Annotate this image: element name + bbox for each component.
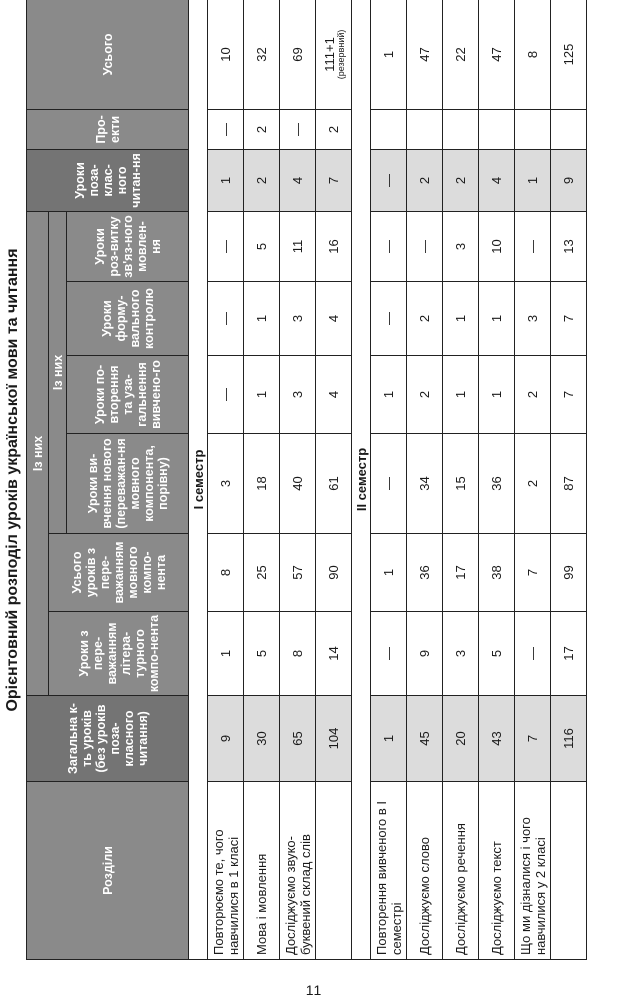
cell-projects	[371, 109, 407, 149]
cell-extra: 9	[551, 149, 587, 211]
row-section: Досліджуємо звуко-буквений склад слів	[280, 782, 316, 960]
cell-sum-value: 111+1	[321, 37, 337, 72]
cell-speech: 10	[479, 211, 515, 281]
cell-total: 30	[244, 696, 280, 782]
cell-extra: —	[371, 149, 407, 211]
cell-learning: 61	[316, 434, 352, 534]
cell-speech: 11	[280, 211, 316, 281]
cell-learning: 3	[208, 434, 244, 534]
table-row	[443, 0, 479, 960]
cell-learning: 15	[443, 434, 479, 534]
semester-1-label: I семестр	[189, 0, 208, 960]
cell-literary: 17	[551, 612, 587, 696]
cell-total: 43	[479, 696, 515, 782]
cell-speech: 5	[244, 211, 280, 281]
cell-speech: —	[515, 211, 551, 281]
table-row	[371, 0, 407, 960]
cell-projects: 2	[244, 109, 280, 149]
row-section: Повторюємо те, чого навчилися в 1 класі	[208, 782, 244, 960]
table-row	[208, 0, 244, 960]
header-total: Усього	[27, 0, 189, 109]
header-repeat: Уроки по-вторення та уза-гальнення вивчено-го	[67, 356, 189, 434]
cell-projects	[479, 109, 515, 149]
cell-total: 9	[208, 696, 244, 782]
cell-speech: 3	[443, 211, 479, 281]
cell-formative: 1	[244, 282, 280, 356]
cell-repeat: 3	[280, 356, 316, 434]
cell-sum: 22	[443, 0, 479, 109]
cell-formative: 2	[407, 282, 443, 356]
cell-repeat: 1	[443, 356, 479, 434]
cell-extra: 1	[208, 149, 244, 211]
cell-extra: 2	[443, 149, 479, 211]
cell-literary: —	[515, 612, 551, 696]
cell-language: 38	[479, 534, 515, 612]
cell-total: 65	[280, 696, 316, 782]
cell-repeat: 1	[371, 356, 407, 434]
table-row	[515, 0, 551, 960]
cell-repeat: 2	[407, 356, 443, 434]
cell-repeat: —	[208, 356, 244, 434]
cell-language: 57	[280, 534, 316, 612]
cell-extra: 4	[479, 149, 515, 211]
cell-total: 104	[316, 696, 352, 782]
cell-sum: 47	[479, 0, 515, 109]
cell-extra: 2	[244, 149, 280, 211]
cell-sum: 125	[551, 0, 587, 109]
table-row-total	[551, 0, 587, 960]
cell-sum: 1	[371, 0, 407, 109]
cell-language: 1	[371, 534, 407, 612]
cell-sum: 69	[280, 0, 316, 109]
header-literary: Уроки з пере-важанням літера-турного компо-нента	[49, 612, 189, 696]
cell-learning: 87	[551, 434, 587, 534]
cell-formative: 1	[479, 282, 515, 356]
cell-language: 8	[208, 534, 244, 612]
cell-projects: —	[280, 109, 316, 149]
row-section	[316, 782, 352, 960]
cell-projects	[515, 109, 551, 149]
cell-projects	[443, 109, 479, 149]
row-section: Що ми дізналися і чого навчилися у 2 класі	[515, 782, 551, 960]
row-section: Досліджуємо речення	[443, 782, 479, 960]
header-group-of-which: Із них	[27, 211, 49, 695]
cell-total: 45	[407, 696, 443, 782]
cell-literary: 1	[208, 612, 244, 696]
cell-literary: 5	[244, 612, 280, 696]
header-language-total: Усього уроків з пере-важанням мовного компо-нента	[49, 534, 189, 612]
cell-speech: —	[371, 211, 407, 281]
cell-literary: —	[371, 612, 407, 696]
cell-speech: 13	[551, 211, 587, 281]
table-row-subtotal	[316, 0, 352, 960]
cell-language: 25	[244, 534, 280, 612]
cell-language: 90	[316, 534, 352, 612]
cell-learning: 40	[280, 434, 316, 534]
cell-speech: —	[208, 211, 244, 281]
lessons-table	[26, 0, 587, 960]
cell-extra: 7	[316, 149, 352, 211]
header-speech: Уроки роз-витку зв'яз-ного мовлен-ня	[67, 211, 189, 281]
cell-literary: 9	[407, 612, 443, 696]
cell-sum: 32	[244, 0, 280, 109]
row-section: Повторення вивченого в I семестрі	[371, 782, 407, 960]
cell-literary: 3	[443, 612, 479, 696]
row-section: Досліджуємо слово	[407, 782, 443, 960]
page-number: 11	[305, 982, 323, 998]
table-row	[280, 0, 316, 960]
header-learning-new: Уроки ви-вчення нового (переважан-ня мовного компонента, порівну)	[67, 434, 189, 534]
cell-projects: —	[208, 109, 244, 149]
page-title: Орієнтовний розподіл уроків української мови та читання	[4, 248, 21, 712]
cell-learning: —	[371, 434, 407, 534]
cell-learning: 36	[479, 434, 515, 534]
cell-language: 99	[551, 534, 587, 612]
cell-total: 7	[515, 696, 551, 782]
cell-sum: 8	[515, 0, 551, 109]
cell-extra: 2	[407, 149, 443, 211]
cell-extra: 1	[515, 149, 551, 211]
cell-language: 17	[443, 534, 479, 612]
cell-repeat: 1	[244, 356, 280, 434]
cell-speech: —	[407, 211, 443, 281]
cell-speech: 16	[316, 211, 352, 281]
cell-formative: 4	[316, 282, 352, 356]
cell-total: 1	[371, 696, 407, 782]
cell-language: 7	[515, 534, 551, 612]
semester-2-label: II семестр	[352, 0, 371, 960]
cell-learning: 18	[244, 434, 280, 534]
cell-literary: 14	[316, 612, 352, 696]
cell-total: 116	[551, 696, 587, 782]
header-subgroup-of-which: Із них	[49, 211, 67, 533]
cell-formative: —	[371, 282, 407, 356]
cell-formative: 3	[515, 282, 551, 356]
table-row	[407, 0, 443, 960]
row-section	[551, 782, 587, 960]
cell-sum-note: (резервний)	[335, 29, 346, 80]
header-projects: Про-екти	[27, 109, 189, 149]
cell-repeat: 4	[316, 356, 352, 434]
header-sections: Розділи	[27, 782, 189, 960]
header-formative: Уроки форму-вального контролю	[67, 282, 189, 356]
cell-repeat: 1	[479, 356, 515, 434]
table-row	[244, 0, 280, 960]
cell-learning: 2	[515, 434, 551, 534]
header-extracurricular-reading: Уроки поза-клас-ного читан-ня	[27, 149, 189, 211]
cell-literary: 5	[479, 612, 515, 696]
cell-language: 36	[407, 534, 443, 612]
cell-projects	[551, 109, 587, 149]
table-row	[479, 0, 515, 960]
cell-sum: 47	[407, 0, 443, 109]
cell-repeat: 2	[515, 356, 551, 434]
header-total-lessons: Загальна к-ть уроків (без уроків поза-класного читання)	[27, 696, 189, 782]
cell-literary: 8	[280, 612, 316, 696]
cell-projects: 2	[316, 109, 352, 149]
row-section: Мова і мовлення	[244, 782, 280, 960]
cell-extra: 4	[280, 149, 316, 211]
cell-formative: 3	[280, 282, 316, 356]
row-section: Досліджуємо текст	[479, 782, 515, 960]
cell-repeat: 7	[551, 356, 587, 434]
cell-formative: 7	[551, 282, 587, 356]
cell-sum	[316, 0, 352, 109]
cell-learning: 34	[407, 434, 443, 534]
cell-formative: 1	[443, 282, 479, 356]
cell-sum: 10	[208, 0, 244, 109]
cell-total: 20	[443, 696, 479, 782]
cell-formative: —	[208, 282, 244, 356]
cell-projects	[407, 109, 443, 149]
